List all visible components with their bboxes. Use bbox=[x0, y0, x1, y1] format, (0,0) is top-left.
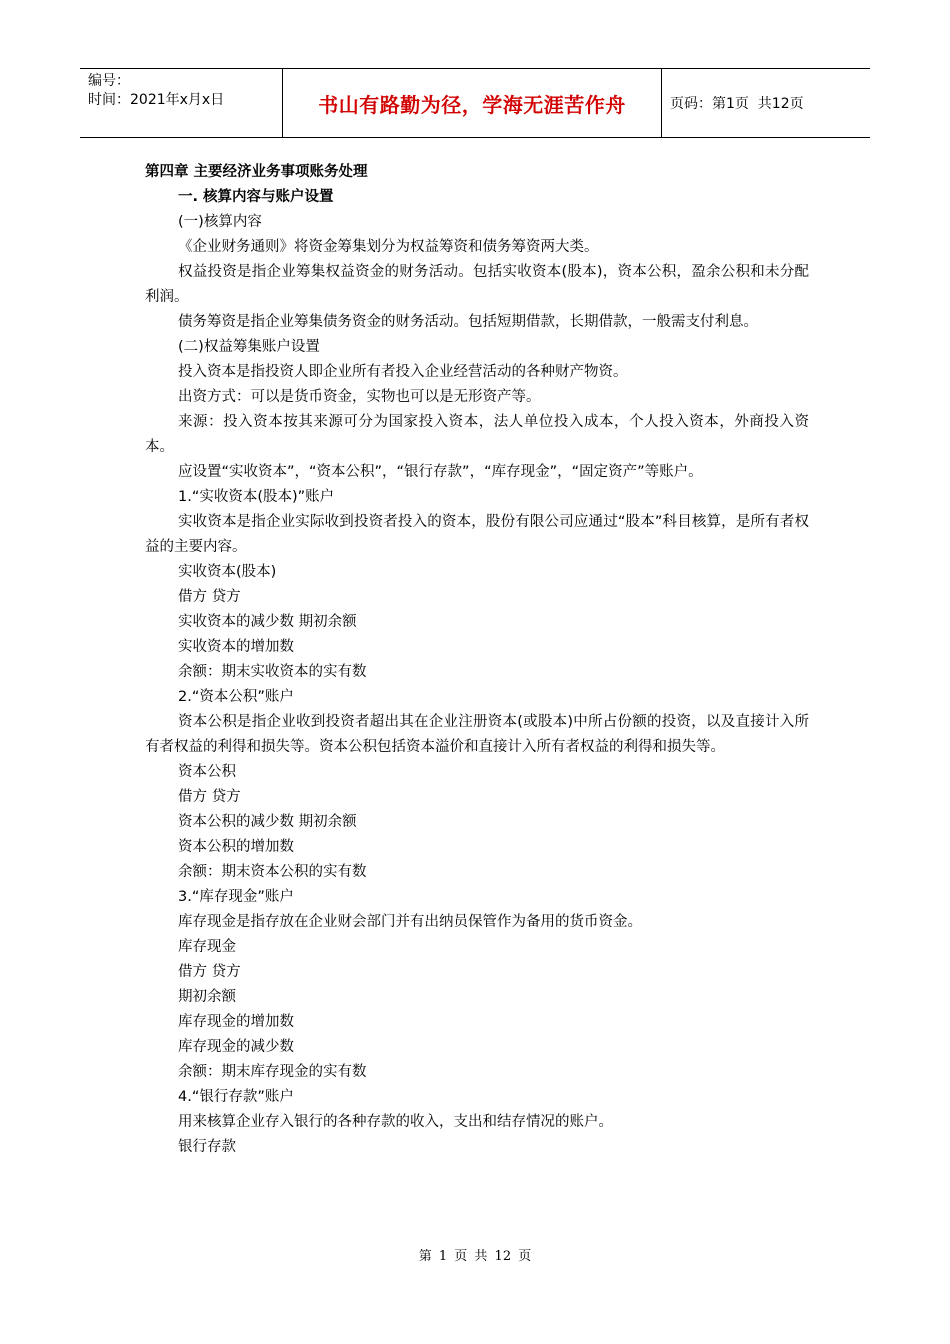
header-left-cell bbox=[80, 69, 282, 137]
account-name: 实收资本(股本) bbox=[178, 564, 277, 580]
account-balance: 余额：期末库存现金的实有数 bbox=[178, 1064, 367, 1080]
page-footer bbox=[0, 1245, 950, 1264]
motto-text: 书山有路勤为径，学海无涯苦作舟 bbox=[318, 92, 626, 117]
account-name: 库存现金 bbox=[178, 939, 236, 955]
account-columns: 借方 贷方 bbox=[178, 789, 241, 805]
subsection-title: 3.“库存现金”账户 bbox=[178, 889, 294, 905]
paragraph: 来源：投入资本按其来源可分为国家投入资本，法人单位投入成本，个人投入资本，外商投入资本。 bbox=[145, 414, 809, 455]
account-columns: 借方 贷方 bbox=[178, 589, 241, 605]
account-row: 库存现金的增加数 bbox=[178, 1014, 294, 1030]
header-page-label: 页码：第1页 共12页 bbox=[670, 96, 804, 112]
account-row: 资本公积的增加数 bbox=[178, 839, 294, 855]
paragraph: 《企业财务通则》将资金筹集划分为权益筹资和债务筹资两大类。 bbox=[178, 239, 599, 255]
paragraph: 库存现金是指存放在企业财会部门并有出纳员保管作为备用的货币资金。 bbox=[178, 914, 642, 930]
account-row: 实收资本的减少数 期初余额 bbox=[178, 614, 357, 630]
account-row: 期初余额 bbox=[178, 989, 236, 1005]
account-name: 银行存款 bbox=[178, 1139, 236, 1155]
subsection-title: 1.“实收资本(股本)”账户 bbox=[178, 489, 335, 505]
paragraph: 投入资本是指投资人即企业所有者投入企业经营活动的各种财产物资。 bbox=[178, 364, 628, 380]
header-motto bbox=[282, 69, 662, 137]
account-balance: 余额：期末实收资本的实有数 bbox=[178, 664, 367, 680]
page-header bbox=[80, 68, 870, 138]
paragraph: 权益投资是指企业筹集权益资金的财务活动。包括实收资本(股本)，资本公积，盈余公积和未分配利润。 bbox=[145, 264, 809, 305]
paragraph: 债务筹资是指企业筹集债务资金的财务活动。包括短期借款，长期借款，一般需支付利息。 bbox=[178, 314, 758, 330]
account-row: 资本公积的减少数 期初余额 bbox=[178, 814, 357, 830]
header-right-cell bbox=[662, 69, 870, 137]
paragraph: (一)核算内容 bbox=[178, 214, 262, 230]
account-row: 实收资本的增加数 bbox=[178, 639, 294, 655]
paragraph: 用来核算企业存入银行的各种存款的收入，支出和结存情况的账户。 bbox=[178, 1114, 613, 1130]
paragraph: 出资方式：可以是货币资金，实物也可以是无形资产等。 bbox=[178, 389, 541, 405]
subsection-title: 4.“银行存款”账户 bbox=[178, 1089, 294, 1105]
footer-page-number: 第 1 页 共 12 页 bbox=[418, 1249, 532, 1264]
paragraph: 实收资本是指企业实际收到投资者投入的资本，股份有限公司应通过“股本”科目核算，是所有者权益的主要内容。 bbox=[145, 514, 809, 555]
chapter-title: 第四章 主要经济业务事项账务处理 bbox=[145, 164, 368, 180]
paragraph: 资本公积是指企业收到投资者超出其在企业注册资本(或股本)中所占份额的投资，以及直接计入所有者权益的利得和损失等。资本公积包括资本溢价和直接计入所有者权益的利得和损失等。 bbox=[145, 714, 809, 755]
account-balance: 余额：期末资本公积的实有数 bbox=[178, 864, 367, 880]
account-columns: 借方 贷方 bbox=[178, 964, 241, 980]
paragraph: 应设置“实收资本”，“资本公积”，“银行存款”，“库存现金”，“固定资产”等账户。 bbox=[178, 464, 703, 480]
document-number-label: 编号： bbox=[88, 73, 130, 89]
account-row: 库存现金的减少数 bbox=[178, 1039, 294, 1055]
section-title: 一. 核算内容与账户设置 bbox=[178, 189, 334, 205]
document-time-label: 时间：2021年x月x日 bbox=[88, 92, 225, 108]
document-body bbox=[145, 160, 809, 1160]
subsection-title: 2.“资本公积”账户 bbox=[178, 689, 294, 705]
account-name: 资本公积 bbox=[178, 764, 236, 780]
paragraph: (二)权益筹集账户设置 bbox=[178, 339, 320, 355]
